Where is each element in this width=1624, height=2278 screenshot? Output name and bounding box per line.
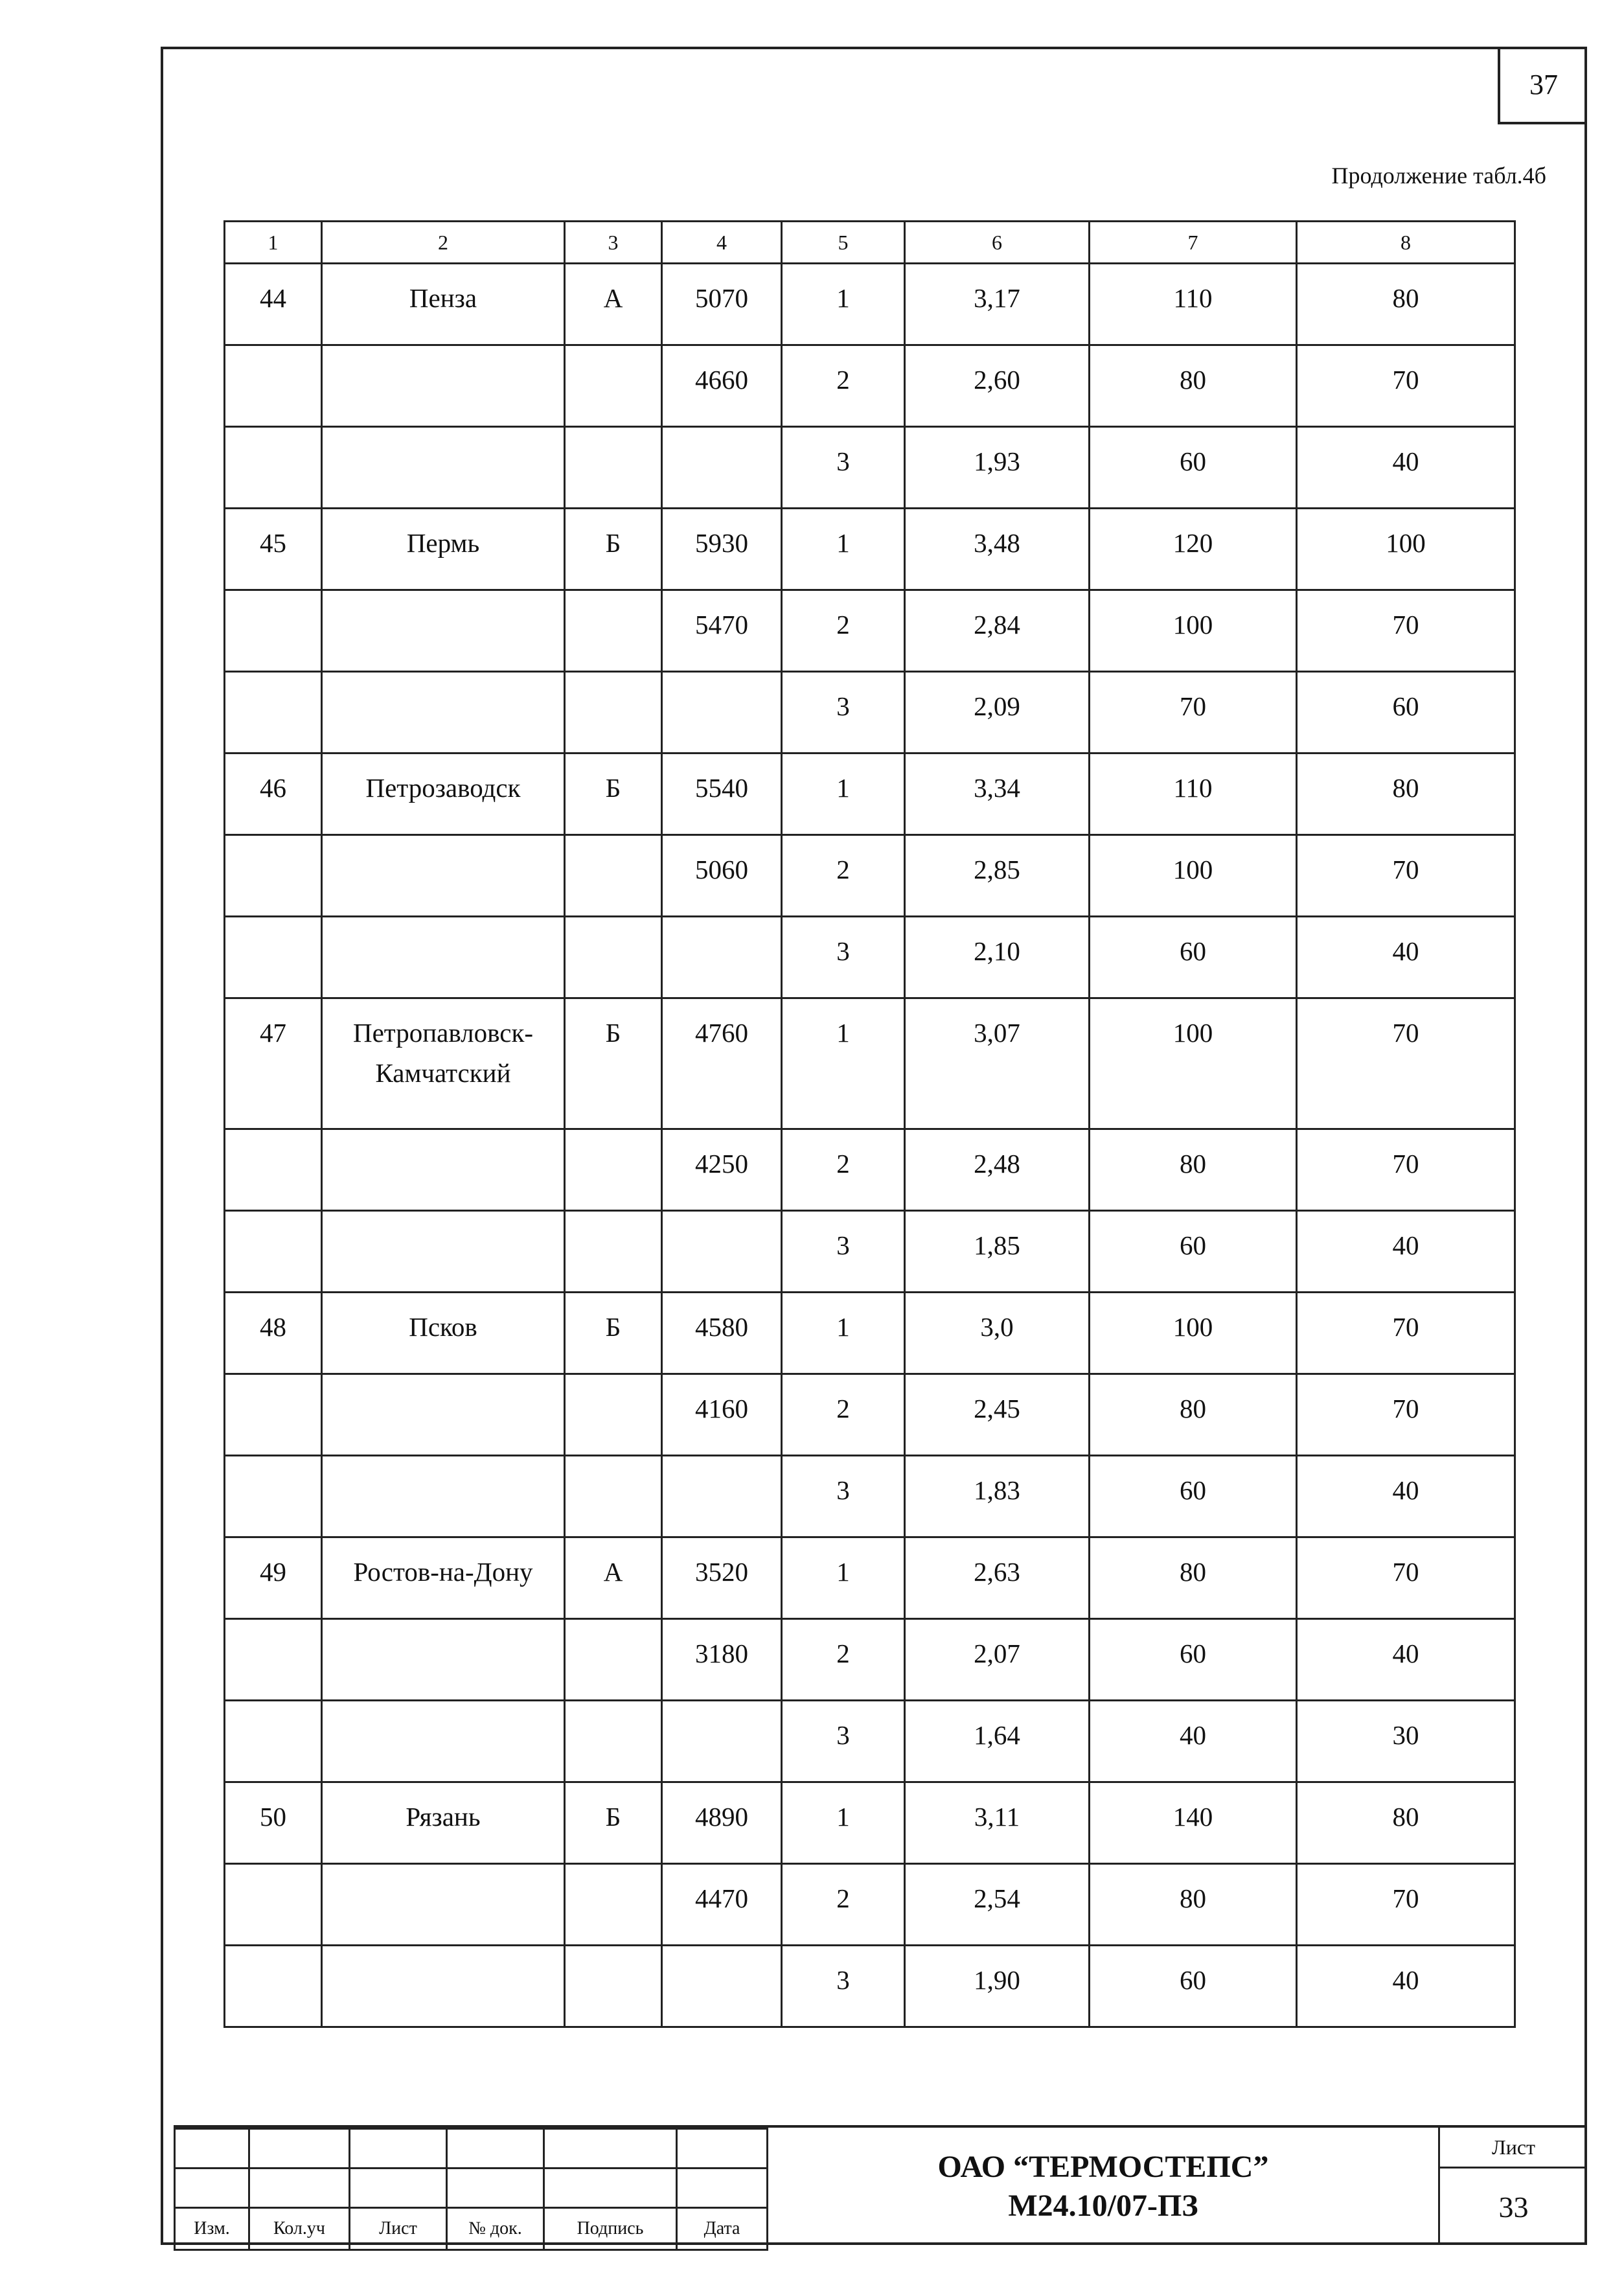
table-cell — [225, 672, 322, 754]
table-cell: 1,85 — [905, 1211, 1090, 1293]
table-cell — [565, 1211, 662, 1293]
table-cell: 2 — [782, 1374, 905, 1456]
table-cell: 48 — [225, 1293, 322, 1374]
table-cell: 40 — [1297, 1456, 1515, 1537]
table-row — [225, 998, 1515, 1129]
table-row — [225, 1293, 1515, 1374]
table-cell — [565, 1129, 662, 1211]
table-row — [225, 1374, 1515, 1456]
table-cell: 2,63 — [905, 1537, 1090, 1619]
table-cell — [322, 835, 565, 917]
table-cell: 3 — [782, 427, 905, 509]
table-cell — [322, 1211, 565, 1293]
table-row — [225, 1619, 1515, 1701]
table-cell — [662, 427, 782, 509]
table-cell: 2 — [782, 345, 905, 427]
table-cell: 40 — [1297, 917, 1515, 998]
label-doc-number: № док. — [447, 2208, 544, 2250]
table-cell: 1,90 — [905, 1946, 1090, 2027]
table-cell — [662, 1211, 782, 1293]
table-cell: 80 — [1090, 345, 1297, 427]
table-cell: 1 — [782, 1293, 905, 1374]
table-cell — [662, 1946, 782, 2027]
table-cell: 2 — [782, 590, 905, 672]
table-cell: 3 — [782, 917, 905, 998]
table-row — [225, 345, 1515, 427]
table-cell: 3,07 — [905, 998, 1090, 1129]
table-cell: 70 — [1297, 998, 1515, 1129]
table-row — [225, 1456, 1515, 1537]
table-cell: 2 — [782, 835, 905, 917]
title-block — [174, 2125, 1587, 2245]
table-cell — [225, 1456, 322, 1537]
table-row — [225, 1946, 1515, 2027]
table-cell: 4890 — [662, 1782, 782, 1864]
table-cell: 40 — [1090, 1701, 1297, 1782]
table-cell: 60 — [1090, 1211, 1297, 1293]
table-cell — [565, 1619, 662, 1701]
label-change: Изм. — [175, 2208, 249, 2250]
table-cell: 70 — [1297, 1537, 1515, 1619]
table-cell — [225, 427, 322, 509]
column-header: 1 — [225, 222, 322, 264]
table-cell: 4760 — [662, 998, 782, 1129]
table-cell: А — [565, 1537, 662, 1619]
table-cell: 2,07 — [905, 1619, 1090, 1701]
table-cell: Рязань — [322, 1782, 565, 1864]
table-cell: 1,64 — [905, 1701, 1090, 1782]
table-cell — [322, 1374, 565, 1456]
table-cell: 100 — [1090, 835, 1297, 917]
table-cell — [565, 835, 662, 917]
table-cell: 40 — [1297, 1619, 1515, 1701]
table-cell: 60 — [1297, 672, 1515, 754]
table-cell: 3,17 — [905, 264, 1090, 345]
table-cell: 110 — [1090, 264, 1297, 345]
column-header: 2 — [322, 222, 565, 264]
table-cell: 5070 — [662, 264, 782, 345]
table-cell: 5540 — [662, 754, 782, 835]
column-header: 8 — [1297, 222, 1515, 264]
table-cell: 5060 — [662, 835, 782, 917]
table-row — [225, 590, 1515, 672]
table-cell — [225, 1374, 322, 1456]
sheet-number: 33 — [1498, 2190, 1529, 2224]
table-cell: 3,48 — [905, 509, 1090, 590]
table-cell: 40 — [1297, 1211, 1515, 1293]
table-cell: 1 — [782, 754, 905, 835]
table-cell: 70 — [1297, 1864, 1515, 1946]
table-cell: 2,09 — [905, 672, 1090, 754]
table-cell: 1 — [782, 998, 905, 1129]
table-cell: 3,11 — [905, 1782, 1090, 1864]
table-row — [225, 264, 1515, 345]
table-cell — [662, 672, 782, 754]
table-cell: 47 — [225, 998, 322, 1129]
table-cell: 100 — [1090, 590, 1297, 672]
table-header-row — [225, 222, 1515, 264]
title-block-center — [766, 2128, 1440, 2245]
table-cell — [322, 427, 565, 509]
table-cell: 1 — [782, 1537, 905, 1619]
table-cell: 60 — [1090, 427, 1297, 509]
table-cell: 60 — [1090, 1619, 1297, 1701]
table-cell — [565, 917, 662, 998]
table-cell: 100 — [1090, 998, 1297, 1129]
table-cell — [225, 1701, 322, 1782]
table-cell — [565, 427, 662, 509]
table-cell: 45 — [225, 509, 322, 590]
table-cell: 2 — [782, 1864, 905, 1946]
table-cell: 49 — [225, 1537, 322, 1619]
table-cell: 5930 — [662, 509, 782, 590]
table-cell — [322, 917, 565, 998]
table-cell: Пенза — [322, 264, 565, 345]
table-cell: 3 — [782, 1456, 905, 1537]
column-header: 5 — [782, 222, 905, 264]
table-caption: Продолжение табл.4б — [1331, 163, 1546, 189]
table-cell — [225, 917, 322, 998]
table-cell — [662, 1701, 782, 1782]
table-cell: 3 — [782, 1211, 905, 1293]
table-cell: Псков — [322, 1293, 565, 1374]
table-cell — [322, 590, 565, 672]
table-cell: 60 — [1090, 1946, 1297, 2027]
table-cell: 2,54 — [905, 1864, 1090, 1946]
table-cell: 30 — [1297, 1701, 1515, 1782]
table-cell: 70 — [1297, 1293, 1515, 1374]
table-cell: Б — [565, 509, 662, 590]
table-cell: 3 — [782, 672, 905, 754]
table-cell — [322, 1864, 565, 1946]
column-header: 6 — [905, 222, 1090, 264]
label-quantity: Кол.уч — [249, 2208, 350, 2250]
table-cell: 100 — [1297, 509, 1515, 590]
table-cell — [565, 1456, 662, 1537]
table-cell — [565, 1946, 662, 2027]
table-cell — [565, 672, 662, 754]
table-cell — [565, 1701, 662, 1782]
table-cell — [225, 590, 322, 672]
table-cell — [225, 1129, 322, 1211]
table-cell: 80 — [1090, 1374, 1297, 1456]
table-cell: 4470 — [662, 1864, 782, 1946]
table-cell: 80 — [1297, 264, 1515, 345]
table-cell: 100 — [1090, 1293, 1297, 1374]
table-cell: 4250 — [662, 1129, 782, 1211]
table-cell — [322, 1701, 565, 1782]
table-cell — [225, 1211, 322, 1293]
table-cell — [662, 917, 782, 998]
table-cell: 120 — [1090, 509, 1297, 590]
table-cell — [322, 345, 565, 427]
table-cell: 2,48 — [905, 1129, 1090, 1211]
table-cell: 1,83 — [905, 1456, 1090, 1537]
organization-name: ОАО “ТЕРМОСТЕПС” — [937, 2149, 1269, 2184]
table-cell: 3180 — [662, 1619, 782, 1701]
table-row — [225, 1701, 1515, 1782]
table-cell: Б — [565, 1293, 662, 1374]
table-cell: 4660 — [662, 345, 782, 427]
table-cell: Петропавловск-Камчатский — [322, 998, 565, 1129]
table-cell: 2 — [782, 1129, 905, 1211]
table-cell: Б — [565, 998, 662, 1129]
label-date: Дата — [677, 2208, 768, 2250]
table-cell: 46 — [225, 754, 322, 835]
table-cell: 2,10 — [905, 917, 1090, 998]
table-cell: 70 — [1090, 672, 1297, 754]
table-cell: 2,45 — [905, 1374, 1090, 1456]
column-header: 7 — [1090, 222, 1297, 264]
table-cell: 1 — [782, 1782, 905, 1864]
table-cell — [225, 835, 322, 917]
table-cell — [322, 1129, 565, 1211]
table-cell: 3,34 — [905, 754, 1090, 835]
sheet-cell — [1440, 2128, 1587, 2245]
table-cell: 2,60 — [905, 345, 1090, 427]
table-cell — [565, 590, 662, 672]
table-cell: Пермь — [322, 509, 565, 590]
table-cell: Б — [565, 754, 662, 835]
table-cell — [225, 345, 322, 427]
table-cell — [322, 672, 565, 754]
table-cell: 3520 — [662, 1537, 782, 1619]
table-cell: 1 — [782, 509, 905, 590]
table-row — [225, 509, 1515, 590]
document-code: М24.10/07-ПЗ — [1008, 2188, 1198, 2223]
table-cell: 40 — [1297, 427, 1515, 509]
table-cell: 1,93 — [905, 427, 1090, 509]
table-cell: 110 — [1090, 754, 1297, 835]
table-row — [225, 672, 1515, 754]
table-cell — [662, 1456, 782, 1537]
table-cell: 80 — [1090, 1864, 1297, 1946]
table-cell — [565, 1374, 662, 1456]
table-cell: 4580 — [662, 1293, 782, 1374]
table-cell: 44 — [225, 264, 322, 345]
table-cell: Ростов-на-Дону — [322, 1537, 565, 1619]
table-cell: 3,0 — [905, 1293, 1090, 1374]
table-cell: 60 — [1090, 917, 1297, 998]
table-row — [225, 1129, 1515, 1211]
table-row — [225, 1211, 1515, 1293]
table-cell: 80 — [1090, 1129, 1297, 1211]
revision-grid — [174, 2128, 768, 2251]
table-cell — [322, 1946, 565, 2027]
table-cell: 70 — [1297, 835, 1515, 917]
table-row — [225, 1537, 1515, 1619]
data-table — [223, 220, 1516, 2028]
page-number: 37 — [1498, 47, 1587, 124]
table-cell: 4160 — [662, 1374, 782, 1456]
label-signature: Подпись — [544, 2208, 677, 2250]
table-cell: 70 — [1297, 590, 1515, 672]
table-cell: 3 — [782, 1701, 905, 1782]
table-cell: 70 — [1297, 345, 1515, 427]
table-row — [225, 917, 1515, 998]
table-row — [225, 754, 1515, 835]
table-cell — [225, 1864, 322, 1946]
table-cell: 2,84 — [905, 590, 1090, 672]
table-cell: 2 — [782, 1619, 905, 1701]
label-sheet: Лист — [350, 2208, 447, 2250]
column-header: 3 — [565, 222, 662, 264]
table-cell: 40 — [1297, 1946, 1515, 2027]
table-cell — [225, 1946, 322, 2027]
table-cell: 70 — [1297, 1374, 1515, 1456]
table-row — [225, 427, 1515, 509]
table-cell: 60 — [1090, 1456, 1297, 1537]
table-cell: 70 — [1297, 1129, 1515, 1211]
table-row — [225, 835, 1515, 917]
table-cell: 2,85 — [905, 835, 1090, 917]
table-cell — [322, 1456, 565, 1537]
table-cell: Б — [565, 1782, 662, 1864]
table-cell: 80 — [1297, 1782, 1515, 1864]
table-cell: 3 — [782, 1946, 905, 2027]
table-cell: 50 — [225, 1782, 322, 1864]
table-cell: Петрозаводск — [322, 754, 565, 835]
table-cell: 80 — [1297, 754, 1515, 835]
table-cell: 140 — [1090, 1782, 1297, 1864]
table-row — [225, 1782, 1515, 1864]
table-cell: А — [565, 264, 662, 345]
table-row — [225, 1864, 1515, 1946]
table-cell — [565, 1864, 662, 1946]
table-cell — [565, 345, 662, 427]
table-cell: 5470 — [662, 590, 782, 672]
column-header: 4 — [662, 222, 782, 264]
table-cell — [322, 1619, 565, 1701]
sheet-label: Лист — [1440, 2128, 1587, 2169]
table-cell: 80 — [1090, 1537, 1297, 1619]
table-cell — [225, 1619, 322, 1701]
table-cell: 1 — [782, 264, 905, 345]
